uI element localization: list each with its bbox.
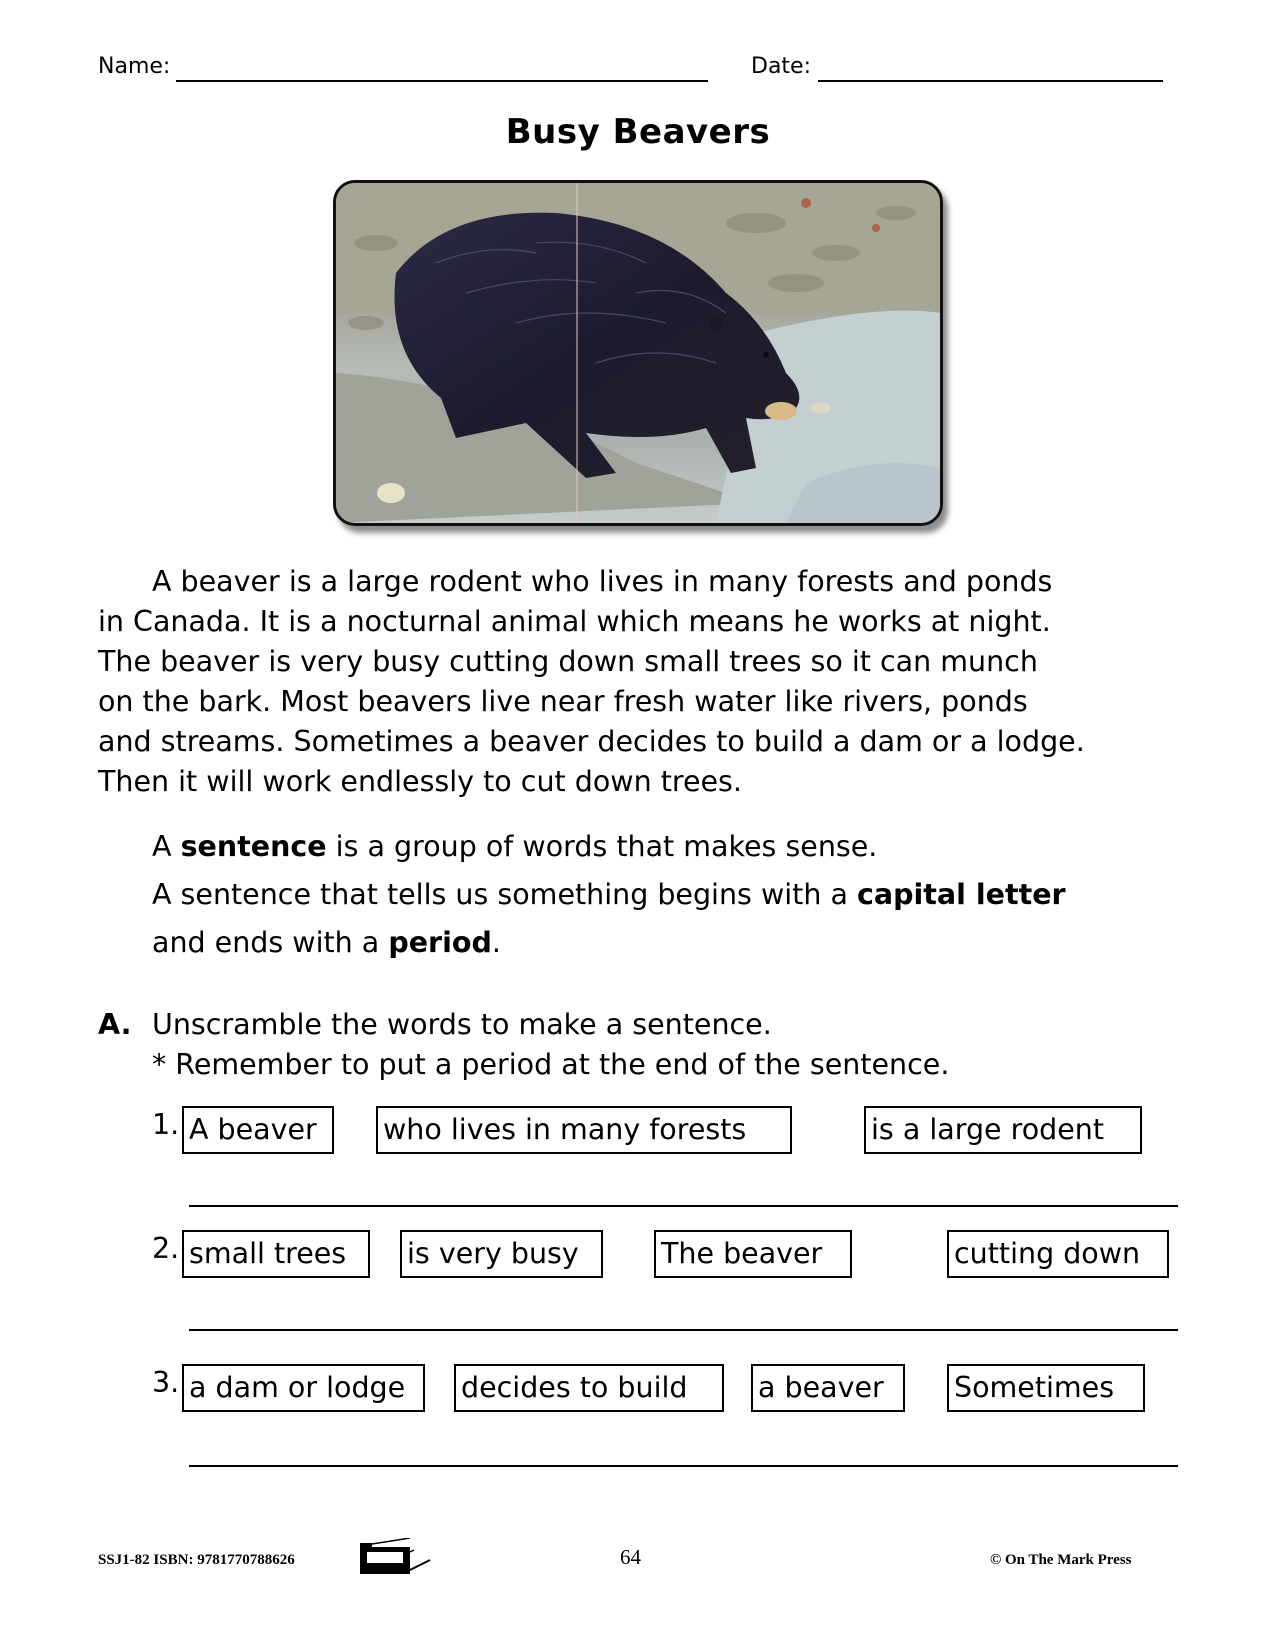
isbn-text: SSJ1-82 ISBN: 9781770788626 <box>98 1552 295 1568</box>
rule-text: A <box>152 830 181 863</box>
answer-line-3[interactable] <box>189 1465 1178 1467</box>
date-field[interactable] <box>818 80 1163 82</box>
word-box: a beaver <box>751 1364 905 1412</box>
name-field[interactable] <box>176 80 708 82</box>
beaver-photo-icon <box>336 183 940 523</box>
passage-line: on the bark. Most beavers live near fresh water like rivers, ponds <box>98 685 1028 718</box>
page-number: 64 <box>620 1545 641 1569</box>
rule-period <box>152 926 501 959</box>
date-label: Date: <box>751 54 811 79</box>
word-box: decides to build <box>454 1364 724 1412</box>
word-box: Sometimes <box>947 1364 1145 1412</box>
answer-line-1[interactable] <box>189 1205 1178 1207</box>
word-box: small trees <box>182 1230 370 1278</box>
exercise-letter: A. <box>98 1008 132 1041</box>
word-box: a dam or lodge <box>182 1364 425 1412</box>
answer-line-2[interactable] <box>189 1329 1178 1331</box>
copyright: © On The Mark Press <box>990 1552 1132 1568</box>
word-box: who lives in many forests <box>376 1106 792 1154</box>
passage-line: Then it will work endlessly to cut down trees. <box>98 765 742 798</box>
item-number: 1. <box>152 1108 180 1141</box>
passage-line: and streams. Sometimes a beaver decides to build a dam or a lodge. <box>98 725 1085 758</box>
item-number: 3. <box>152 1366 180 1399</box>
rule-keyword: sentence <box>180 830 327 863</box>
exercise-instruction <box>98 1008 772 1041</box>
word-box: The beaver <box>654 1230 852 1278</box>
passage-line: The beaver is very busy cutting down small trees so it can munch <box>98 645 1038 678</box>
rule-text: is a group of words that makes sense. <box>326 830 878 863</box>
rule-text: and ends with a <box>152 926 389 959</box>
passage-line: in Canada. It is a nocturnal animal which means he works at night. <box>98 605 1051 638</box>
word-box: A beaver <box>182 1106 334 1154</box>
rule-capital-letter <box>152 878 1066 911</box>
passage-line: A beaver is a large rodent who lives in many forests and ponds <box>152 565 1053 598</box>
word-box: cutting down <box>947 1230 1169 1278</box>
page-title: Busy Beavers <box>505 112 771 152</box>
rule-text: . <box>491 926 501 959</box>
photocopier-icon <box>358 1538 432 1580</box>
exercise-reminder: * Remember to put a period at the end of the sentence. <box>152 1048 950 1081</box>
rule-text: A sentence that tells us something begins with a <box>152 878 857 911</box>
word-box: is very busy <box>400 1230 603 1278</box>
word-box: is a large rodent <box>864 1106 1142 1154</box>
name-label: Name: <box>98 54 171 79</box>
reading-passage <box>98 562 1198 802</box>
instruction-text: Unscramble the words to make a sentence. <box>152 1008 772 1041</box>
item-number: 2. <box>152 1232 180 1265</box>
rule-keyword: period <box>388 926 492 959</box>
beaver-photo <box>333 180 943 526</box>
footer-isbn <box>98 1552 295 1569</box>
rule-keyword: capital letter <box>857 878 1066 911</box>
rule-sentence-definition <box>152 830 877 863</box>
